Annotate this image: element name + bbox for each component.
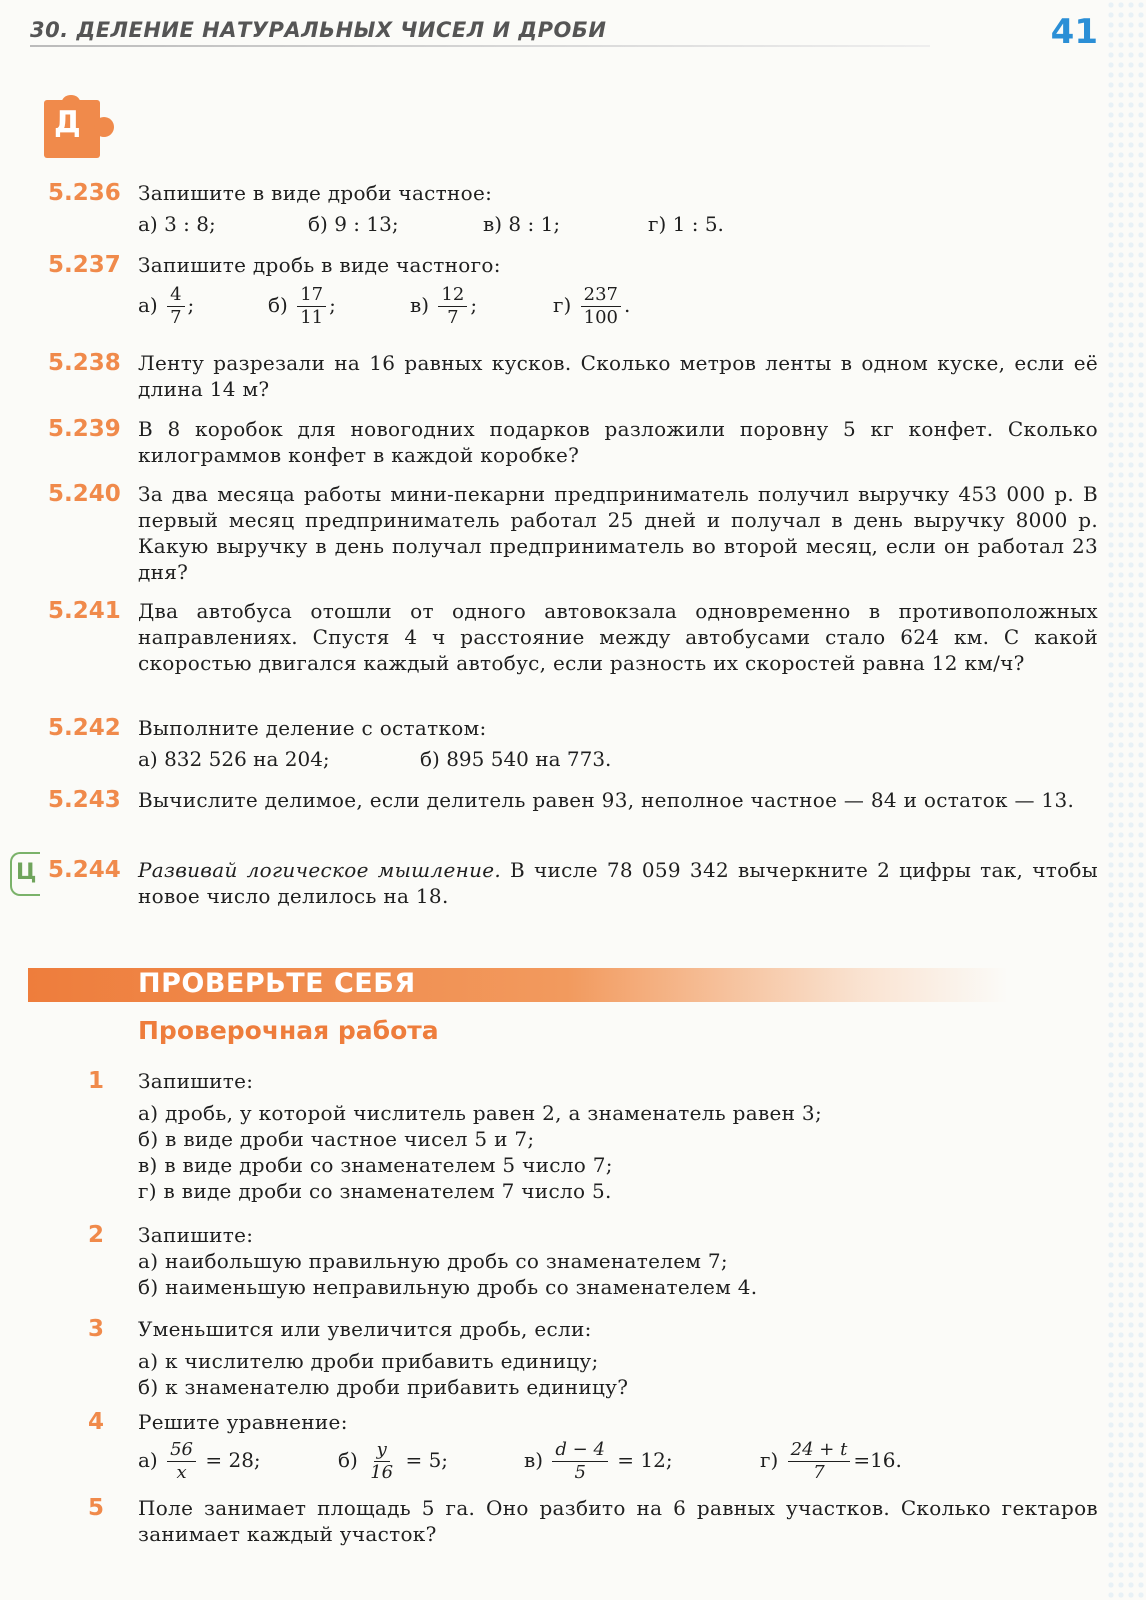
task-number: 5.236 xyxy=(48,180,121,206)
option-g: г) $\frac{237}{100}$ . xyxy=(553,284,631,328)
question-1 xyxy=(48,1068,1098,1204)
option-a: а) $\frac{4}{7}$ ; xyxy=(138,284,195,328)
task-5-239 xyxy=(48,416,1098,468)
task-5-242 xyxy=(48,715,1098,777)
task-number: 5.243 xyxy=(48,787,121,813)
task-number: 5.238 xyxy=(48,350,121,376)
option-b: б) 895 540 на 773. xyxy=(420,747,612,771)
question-2 xyxy=(48,1222,1098,1300)
question-number: 3 xyxy=(88,1316,105,1342)
fraction: $\frac{237}{100}$ xyxy=(581,284,621,329)
task-5-244 xyxy=(16,857,1098,909)
fraction: $\frac{d - 4}{5}$ xyxy=(552,1439,608,1484)
task-number: 5.237 xyxy=(48,252,121,278)
task-text: В 8 коробок для новогодних подарков разложили поровну 5 кг конфет. Сколько килограммов конфет в каждой коробке? xyxy=(138,417,1098,467)
question-number: 2 xyxy=(88,1222,105,1248)
option-b: б) $\frac{17}{11}$ ; xyxy=(268,284,336,328)
task-number: 5.241 xyxy=(48,598,121,624)
item-a: а) дробь, у которой числитель равен 2, а знаменатель равен 3; xyxy=(138,1101,822,1125)
banner-title: ПРОВЕРЬТЕ СЕБЯ xyxy=(138,968,416,999)
task-number: 5.239 xyxy=(48,416,121,442)
question-items xyxy=(138,1100,1098,1204)
fraction: $\frac{56}{x}$ xyxy=(167,1439,196,1484)
task-italic-lead: Развивай логическое мышление. xyxy=(138,858,502,882)
option-a: а) 832 526 на 204; xyxy=(138,747,330,771)
item-v: в) в виде дроби со знаменателем 5 число 7; xyxy=(138,1153,613,1177)
running-title: 30. ДЕЛЕНИЕ НАТУРАЛЬНЫХ ЧИСЕЛ И ДРОБИ xyxy=(30,18,607,42)
task-number: 5.244 xyxy=(48,857,121,883)
fraction: $\frac{24 + t}{7}$ xyxy=(788,1439,851,1484)
item-b: б) к знаменателю дроби прибавить единицу? xyxy=(138,1375,629,1399)
section-marker-letter: Д xyxy=(54,105,81,140)
task-5-238 xyxy=(48,350,1098,402)
task-text: Выполните деление с остатком: xyxy=(138,716,487,740)
task-text: Ленту разрезали на 16 равных кусков. Сколько метров ленты в одном куске, если её длина 14 м? xyxy=(138,351,1098,401)
question-text: Запишите: xyxy=(138,1223,254,1247)
question-3 xyxy=(48,1316,1098,1400)
question-4 xyxy=(48,1409,1098,1495)
question-text: Запишите: xyxy=(138,1069,254,1093)
question-number: 4 xyxy=(88,1409,105,1435)
decorative-dot-grid xyxy=(1106,0,1146,1600)
equation-g: г) $\frac{24 + t}{7}$ =16. xyxy=(760,1439,902,1483)
option-g: г) 1 : 5. xyxy=(648,212,724,236)
question-text: Решите уравнение: xyxy=(138,1410,348,1434)
item-b: б) наименьшую неправильную дробь со знаменателем 4. xyxy=(138,1275,758,1299)
equation-b: б) $\frac{y}{16}$ = 5; xyxy=(338,1439,449,1483)
option-b: б) 9 : 13; xyxy=(308,212,399,236)
question-text: Уменьшится или увеличится дробь, если: xyxy=(138,1317,592,1341)
fraction: $\frac{12}{7}$ xyxy=(438,284,467,329)
page-number: 41 xyxy=(1050,12,1098,52)
task-5-243 xyxy=(48,787,1098,813)
question-items xyxy=(138,1348,1098,1400)
option-a: а) 3 : 8; xyxy=(138,212,216,236)
check-yourself-banner xyxy=(28,968,1008,1002)
item-a: а) наибольшую правильную дробь со знаменателем 7; xyxy=(138,1249,728,1273)
header-rule xyxy=(30,45,930,47)
running-head xyxy=(30,18,930,48)
puzzle-section-icon xyxy=(44,95,116,161)
task-number: 5.242 xyxy=(48,715,121,741)
item-a: а) к числителю дроби прибавить единицу; xyxy=(138,1349,599,1373)
fraction: $\frac{4}{7}$ xyxy=(167,284,184,329)
task-5-237 xyxy=(48,252,1098,334)
task-5-240 xyxy=(48,481,1098,585)
logic-badge: Ц xyxy=(10,852,40,896)
question-items xyxy=(138,1248,1098,1300)
task-text: Развивай логическое мышление. В числе 78 059 342 вычеркните 2 цифры так, чтобы новое число делилось на 18. xyxy=(138,858,1098,908)
task-text: За два месяца работы мини-пекарни предприниматель получил выручку 453 000 р. В первый месяц предприниматель работал 25 дней и получал в день выручку 8000 р. Какую выручку в день получал предприниматель во второй месяц, если он работал 23 дня? xyxy=(138,482,1098,584)
equation-a: а) $\frac{56}{x}$ = 28; xyxy=(138,1439,261,1483)
option-v: в) 8 : 1; xyxy=(483,212,561,236)
task-5-241 xyxy=(48,598,1098,676)
task-text: Два автобуса отошли от одного автовокзала одновременно в противоположных направлениях. Спустя 4 ч расстояние между автобусами стало 624 км. С какой скоростью двигался каждый автобус, если разность их скоростей равна 12 км/ч? xyxy=(138,599,1098,675)
test-subtitle: Проверочная работа xyxy=(138,1016,439,1045)
task-text: Запишите дробь в виде частного: xyxy=(138,253,501,277)
question-5 xyxy=(48,1495,1098,1547)
task-number: 5.240 xyxy=(48,481,121,507)
question-number: 1 xyxy=(88,1068,105,1094)
task-5-236 xyxy=(48,180,1098,242)
item-g: г) в виде дроби со знаменателем 7 число 5. xyxy=(138,1179,612,1203)
task-text: Запишите в виде дроби частное: xyxy=(138,181,493,205)
option-v: в) $\frac{12}{7}$ ; xyxy=(410,284,478,328)
item-b: б) в виде дроби частное чисел 5 и 7; xyxy=(138,1127,535,1151)
question-text: Поле занимает площадь 5 га. Оно разбито на 6 равных участков. Сколько гектаров занимает каждый участок? xyxy=(138,1496,1098,1546)
question-number: 5 xyxy=(88,1495,105,1521)
fraction: $\frac{y}{16}$ xyxy=(370,1439,394,1483)
fraction: $\frac{17}{11}$ xyxy=(297,284,326,329)
equation-v: в) $\frac{d - 4}{5}$ = 12; xyxy=(524,1439,673,1483)
task-text: Вычислите делимое, если делитель равен 93, неполное частное — 84 и остаток — 13. xyxy=(138,788,1075,812)
